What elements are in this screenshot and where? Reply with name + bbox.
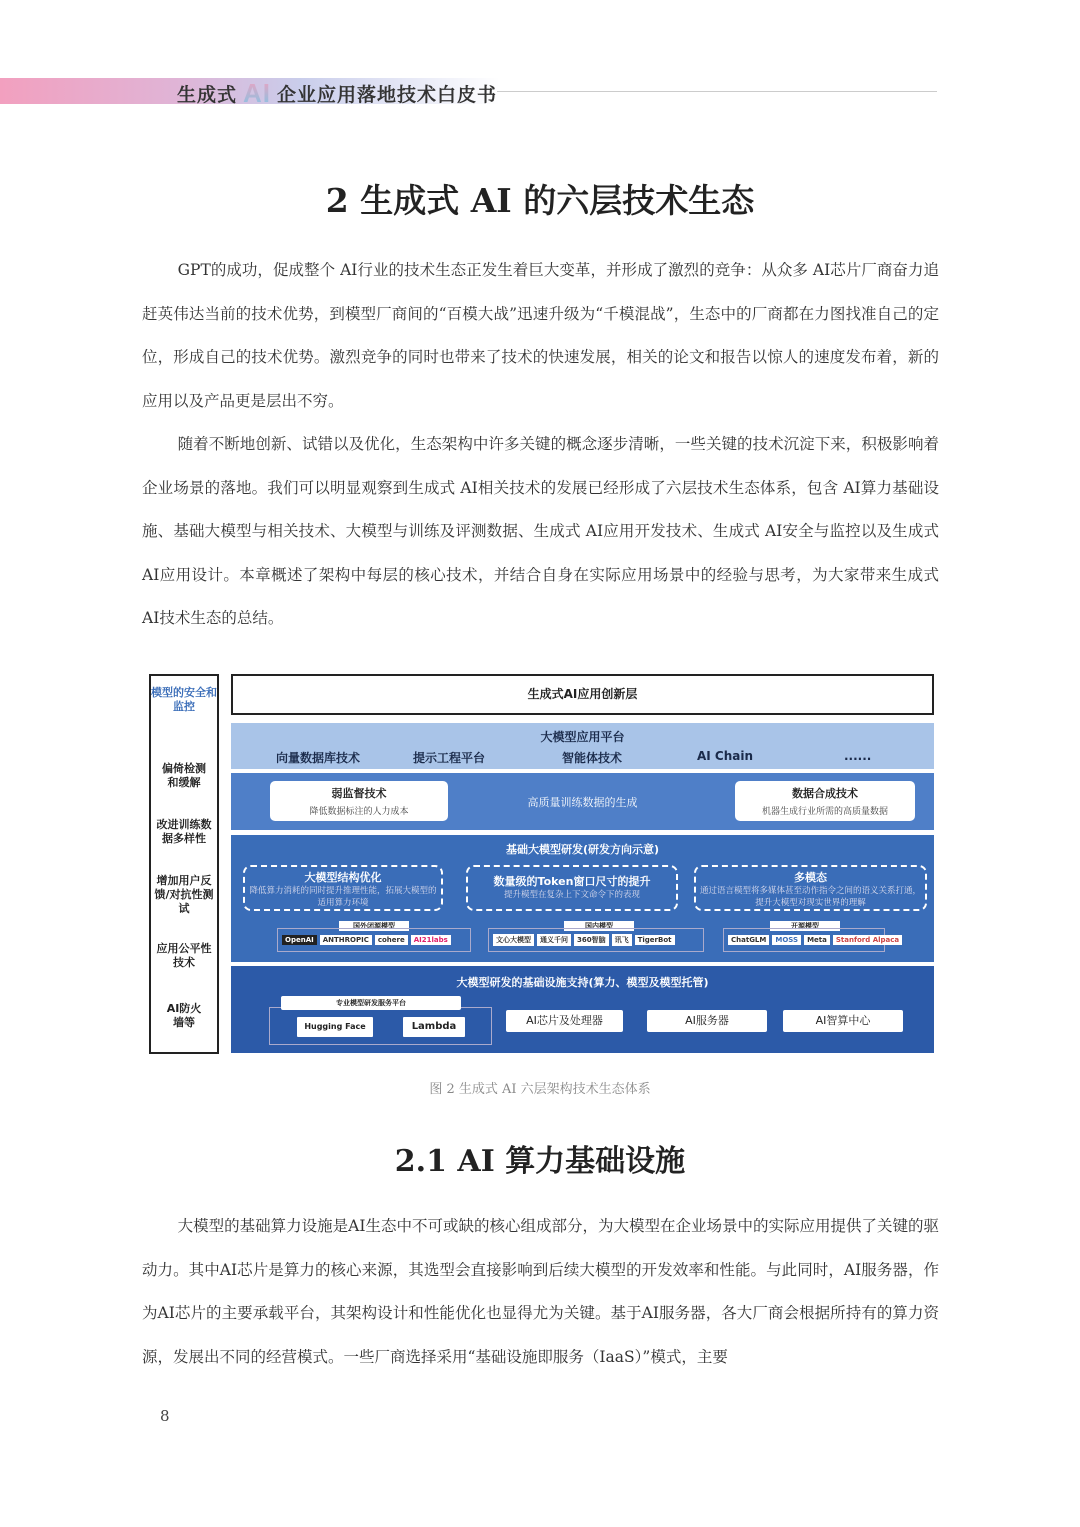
platform-item: 向量数据库技术	[276, 751, 361, 765]
logo: 通义千问	[537, 934, 571, 946]
header-suffix: 企业应用落地技术白皮书	[277, 84, 498, 106]
layer-app-platform	[231, 723, 934, 769]
direction-box	[243, 865, 443, 911]
layer-title: 大模型研发的基础设施支持(算力、模型及模型托管)	[456, 976, 709, 989]
paragraph-2: 随着不断地创新、试错以及优化，生态架构中许多关键的概念逐步清晰，一些关键的技术沉淀下来，积极影响着企业场景的落地。我们可以明显观察到生成式 AI相关技术的发展已经形成了六层技术生态体系，包含 AI算力基础设施、基础大模型与相关技术、大模型与训练及评测数据、生成式 AI应用开发技术、生成式 AI安全与监控以及生成式 AI应用设计。本章概述了架构中每层的核心技术，并结合自身在实际应用场景中的经验与思考，为大家带来生成式 AI技术生态的总结。	[142, 435, 939, 627]
logo: MOSS	[772, 935, 801, 945]
group-label: 开源模型	[770, 921, 840, 931]
section-paragraph: 大模型的基础算力设施是AI生态中不可或缺的核心组成部分，为大模型在企业场景中的实际应用提供了关键的驱动力。其中AI芯片是算力的核心来源，其选型会直接影响到后续大模型的开发效率和性能。与此同时，AI服务器，作为AI芯片的主要承载平台，其架构设计和性能优化也显得尤为关键。基于AI服务器，各大厂商会根据所持有的算力资源，发展出不同的经营模式。一些厂商选择采用“基础设施即服务（IaaS）”模式，主要	[142, 1217, 939, 1366]
logo: cohere	[375, 935, 408, 945]
logo-group	[723, 928, 900, 952]
box-subtitle: 降低数据标注的人力成本	[309, 807, 409, 817]
box-title: 数量级的Token窗口尺寸的提升	[493, 875, 651, 888]
header-rule	[497, 91, 937, 92]
platform-item: 智能体技术	[562, 751, 623, 765]
logo: 讯飞	[612, 934, 632, 946]
running-header	[177, 78, 497, 109]
security-item: 应用公平性技术	[156, 942, 212, 969]
layer-infrastructure	[231, 966, 934, 1053]
logo-group	[488, 928, 704, 952]
box-title: 数据合成技术	[792, 787, 858, 800]
box-title: 多模态	[794, 871, 827, 884]
security-item: 改进训练数据多样性	[156, 818, 212, 845]
layer-title: 高质量训练数据的生成	[527, 796, 638, 809]
section-title: 2.1 AI 算力基础设施	[394, 1144, 686, 1179]
box-subtitle: 降低算力消耗的同时提升推理性能，拓展大模型的适用算力环境	[249, 886, 437, 908]
group-label: 国外闭源模型	[339, 921, 409, 931]
direction-box	[466, 865, 678, 911]
logo: ChatGLM	[728, 935, 769, 945]
box-title: 弱监督技术	[331, 787, 387, 800]
logo: 文心大模型	[493, 934, 534, 946]
infra-item: AI服务器	[647, 1010, 767, 1032]
logo: ANTHROPIC	[320, 935, 372, 945]
layer-title: 基础大模型研发(研发方向示意)	[505, 843, 660, 856]
direction-box	[694, 865, 927, 911]
box-subtitle: 机器生成行业所需的高质量数据	[761, 807, 888, 817]
security-item: 增加用户反馈/对抗性测试	[154, 874, 214, 915]
layer-application-innovation: 生成式AI应用创新层	[231, 674, 934, 715]
header-prefix: 生成式	[177, 84, 238, 106]
platform-item: AI Chain	[697, 749, 754, 763]
paragraph-1: GPT的成功，促成整个 AI行业的技术生态正发生着巨大变革，并形成了激烈的竞争：从众多 AI芯片厂商奋力追赶英伟达当前的技术优势，到模型厂商间的“百模大战”迅速升级为“千模混战”，生态中的厂商都在力图找准自己的定位，形成自己的技术优势。激烈竞争的同时也带来了技术的快速发展，相关的论文和报告以惊人的速度发布着，新的应用以及产品更是层出不穷。	[142, 261, 939, 410]
security-item: 偏倚检测和缓解	[162, 762, 206, 789]
logo: TigerBot	[635, 935, 675, 945]
platform-item: ......	[844, 749, 872, 763]
group-label: 专业模型研发服务平台	[281, 996, 461, 1010]
platform-item: 提示工程平台	[413, 751, 486, 765]
logo-group	[277, 928, 471, 952]
logo: OpenAI	[282, 935, 317, 945]
page-number: 8	[160, 1407, 170, 1425]
layer-training-data	[231, 773, 934, 830]
security-title: 模型的安全和监控	[151, 686, 217, 713]
layer-title: 大模型应用平台	[540, 730, 625, 744]
security-column	[149, 674, 219, 1054]
box-subtitle: 提升模型在复杂上下文命令下的表现	[503, 890, 640, 900]
data-synthesis-box	[735, 781, 915, 821]
group-label: 国内模型	[564, 921, 634, 931]
logo: 360智脑	[574, 934, 609, 946]
box-subtitle: 通过语言模型将多媒体甚至动作指令之间的语义关系打通，提升大模型对现实世界的理解	[700, 886, 922, 908]
logo: Meta	[804, 935, 830, 945]
layer-foundation-models	[231, 835, 934, 962]
logo: Stanford Alpaca	[833, 935, 902, 945]
security-item: AI防火墙等	[166, 1002, 202, 1029]
infra-item: AI芯片及处理器	[506, 1010, 623, 1032]
box-title: 大模型结构优化	[304, 871, 382, 884]
chapter-title: 2 生成式 AI 的六层技术生态	[325, 181, 755, 220]
header-ai-logo: AI	[243, 78, 272, 108]
lambda-logo: Lambda	[403, 1017, 465, 1037]
hugging-face-logo: Hugging Face	[297, 1017, 373, 1037]
figure-caption: 图 2 生成式 AI 六层架构技术生态体系	[429, 1082, 651, 1097]
logo: AI21labs	[411, 935, 451, 945]
infra-item: AI智算中心	[783, 1010, 903, 1032]
